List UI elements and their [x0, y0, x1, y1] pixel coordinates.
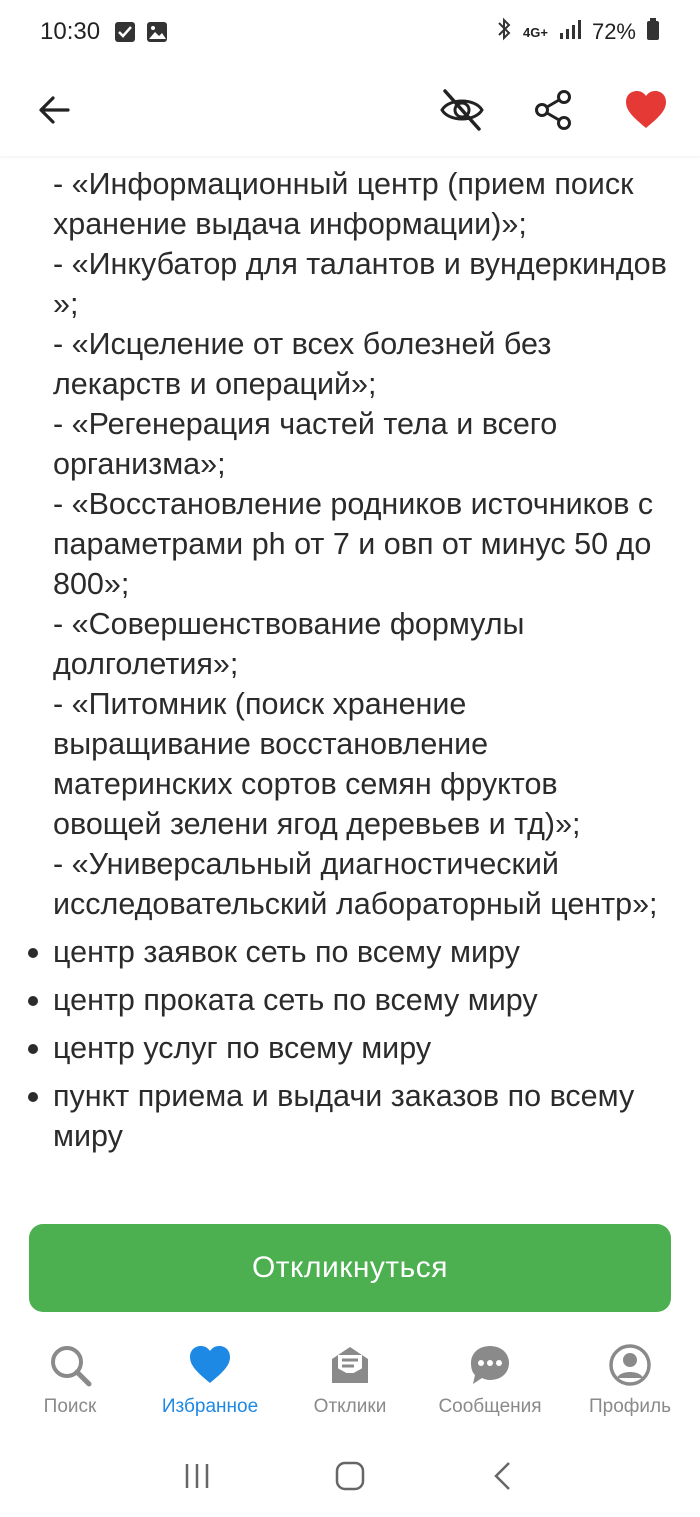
- app-bar: [0, 64, 700, 156]
- status-bar: [0, 0, 700, 64]
- bullet-item: центр проката сеть по всему миру: [28, 980, 670, 1020]
- back-button[interactable]: [30, 86, 78, 134]
- eye-off-icon: [439, 87, 485, 133]
- nav-label: Профиль: [588, 1396, 672, 1417]
- bluetooth-icon: [495, 17, 513, 47]
- search-icon: [47, 1342, 93, 1388]
- status-time: 10:30: [40, 18, 101, 45]
- heart-icon: [624, 90, 668, 130]
- nav-label: Сообщения: [438, 1396, 542, 1417]
- status-right: [495, 17, 660, 47]
- responses-icon: [327, 1342, 373, 1388]
- bullet-list: [28, 932, 670, 1156]
- back-chevron-icon: [487, 1460, 519, 1492]
- hide-button[interactable]: [438, 86, 486, 134]
- heart-icon: [187, 1342, 233, 1388]
- signal-icon: [558, 18, 582, 46]
- arrow-left-icon: [36, 92, 72, 128]
- bullet-item: центр услуг по всему миру: [28, 1028, 670, 1068]
- list-item: - «Инкубатор для талантов и вундеркиндов »;: [53, 247, 667, 321]
- respond-button[interactable]: Откликнуться: [29, 1224, 671, 1312]
- list-item: - «Информационный центр (прием поиск хранение выдача информации)»;: [53, 167, 634, 241]
- chat-icon: [467, 1342, 513, 1388]
- home-button[interactable]: [330, 1456, 370, 1496]
- nav-label: Поиск: [43, 1396, 97, 1417]
- nav-item-favorites[interactable]: [140, 1330, 280, 1430]
- list-item: - «Исцеление от всех болезней без лекарств и операций»;: [53, 327, 552, 401]
- bottom-nav: [0, 1330, 700, 1430]
- battery-icon: [646, 17, 660, 47]
- list-item: - «Восстановление родников источников с параметрами ph от 7 и овп от минус 50 до 800»;: [53, 487, 654, 601]
- list-item: - «Универсальный диагностический исследовательский лабораторный центр»;: [53, 847, 658, 921]
- sub-list: [28, 164, 670, 924]
- recent-apps-button[interactable]: [177, 1456, 217, 1496]
- profile-icon: [607, 1342, 653, 1388]
- system-back-button[interactable]: [483, 1456, 523, 1496]
- list-item: - «Совершенствование формулы долголетия»;: [53, 607, 525, 681]
- list-item: - «Питомник (поиск хранение выращивание восстановление материнских сортов семян фруктов овощей зелени ягод деревьев и тд)»;: [53, 687, 581, 841]
- list-item: - «Регенерация частей тела и всего организма»;: [53, 407, 558, 481]
- bullet-item: центр заявок сеть по всему миру: [28, 932, 670, 972]
- favorite-button[interactable]: [622, 86, 670, 134]
- nav-label: Отклики: [313, 1396, 387, 1417]
- bullet-item: пункт приема и выдачи заказов по всему миру: [28, 1076, 670, 1156]
- share-button[interactable]: [530, 86, 578, 134]
- nav-item-responses[interactable]: [280, 1330, 420, 1430]
- nav-item-profile[interactable]: [560, 1330, 700, 1430]
- system-nav: [0, 1435, 700, 1517]
- nav-item-search[interactable]: [0, 1330, 140, 1430]
- vacancy-description: [0, 156, 700, 1212]
- image-notification-icon: [146, 21, 168, 43]
- network-type: 4G+: [523, 24, 548, 40]
- nav-label: Избранное: [161, 1396, 259, 1417]
- checkbox-notification-icon: [114, 21, 136, 43]
- share-icon: [533, 89, 575, 131]
- battery-percent: 72%: [591, 19, 636, 44]
- home-icon: [334, 1460, 366, 1492]
- nav-item-messages[interactable]: [420, 1330, 560, 1430]
- recent-apps-icon: [181, 1460, 213, 1492]
